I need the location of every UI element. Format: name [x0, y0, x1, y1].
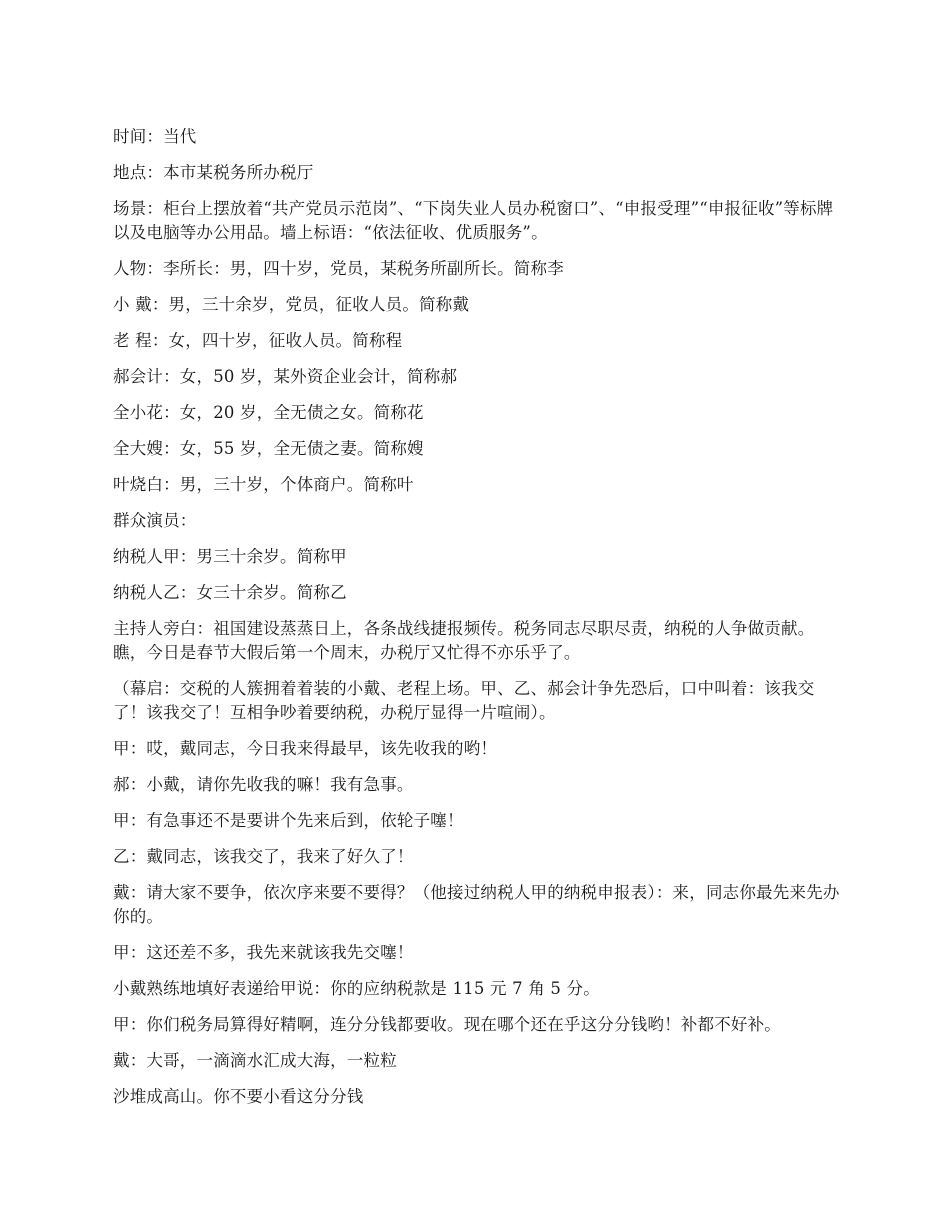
stage-direction: （幕启：交税的人簇拥着着装的小戴、老程上场。甲、乙、郝会计争先恐后，口中叫着：该我交了！该我交了！互相争吵着要纳税，办税厅显得一片喧闹）。	[113, 679, 815, 722]
dialogue-line: 甲：这还差不多，我先来就该我先交噻！	[113, 943, 414, 962]
character-yi: 纳税人乙：女三十余岁。简称乙	[113, 583, 347, 602]
character-ye: 叶烧白：男，三十岁，个体商户。简称叶	[113, 475, 414, 494]
dialogue-line: 戴：大哥，一滴滴水汇成大海，一粒粒	[113, 1051, 397, 1070]
dialogue-line: 戴：请大家不要争，依次序来要不要得？（他接过纳税人甲的纳税申报表）：来，同志你最先来先办你的。	[113, 883, 840, 926]
character-li: 人物：李所长：男，四十岁，党员，某税务所副所长。简称李	[113, 259, 564, 278]
character-cheng: 老 程：女，四十岁，征收人员。简称程	[113, 331, 403, 350]
extras-heading: 群众演员：	[113, 511, 197, 530]
character-sao: 全大嫂：女，55 岁，全无债之妻。简称嫂	[113, 439, 424, 458]
dialogue-line: 甲：有急事还不是要讲个先来后到，依轮子噻！	[113, 811, 464, 830]
character-hua: 全小花：女，20 岁，全无债之女。简称花	[113, 403, 424, 422]
dialogue-line: 甲：哎，戴同志，今日我来得最早，该先收我的哟！	[113, 739, 498, 758]
narrator-line: 主持人旁白：祖国建设蒸蒸日上，各条战线捷报频传。税务同志尽职尽责，纳税的人争做贡献。瞧，今日是春节大假后第一个周末，办税厅又忙得不亦乐乎了。	[113, 619, 815, 662]
character-jia: 纳税人甲：男三十余岁。简称甲	[113, 547, 347, 566]
dialogue-line: 甲：你们税务局算得好精啊，连分分钱都要收。现在哪个还在乎这分分钱哟！补都不好补。	[113, 1015, 781, 1034]
document-page	[113, 125, 843, 1121]
character-dai: 小 戴：男，三十余岁，党员，征收人员。简称戴	[113, 295, 470, 314]
location-line: 地点：本市某税务所办税厅	[113, 163, 314, 182]
scene-line: 场景：柜台上摆放着“共产党员示范岗”、“下岗失业人员办税窗口”、“申报受理”“申报征收”等标牌以及电脑等办公用品。墙上标语：“依法征收、优质服务”。	[113, 199, 834, 242]
character-hao: 郝会计：女，50 岁，某外资企业会计，简称郝	[113, 367, 458, 386]
dialogue-line: 沙堆成高山。你不要小看这分分钱	[113, 1087, 364, 1106]
time-line: 时间：当代	[113, 127, 197, 146]
narration-line: 小戴熟练地填好表递给甲说：你的应纳税款是 115 元 7 角 5 分。	[113, 979, 600, 998]
dialogue-line: 乙：戴同志，该我交了，我来了好久了！	[113, 847, 414, 866]
dialogue-line: 郝：小戴，请你先收我的嘛！我有急事。	[113, 775, 414, 794]
